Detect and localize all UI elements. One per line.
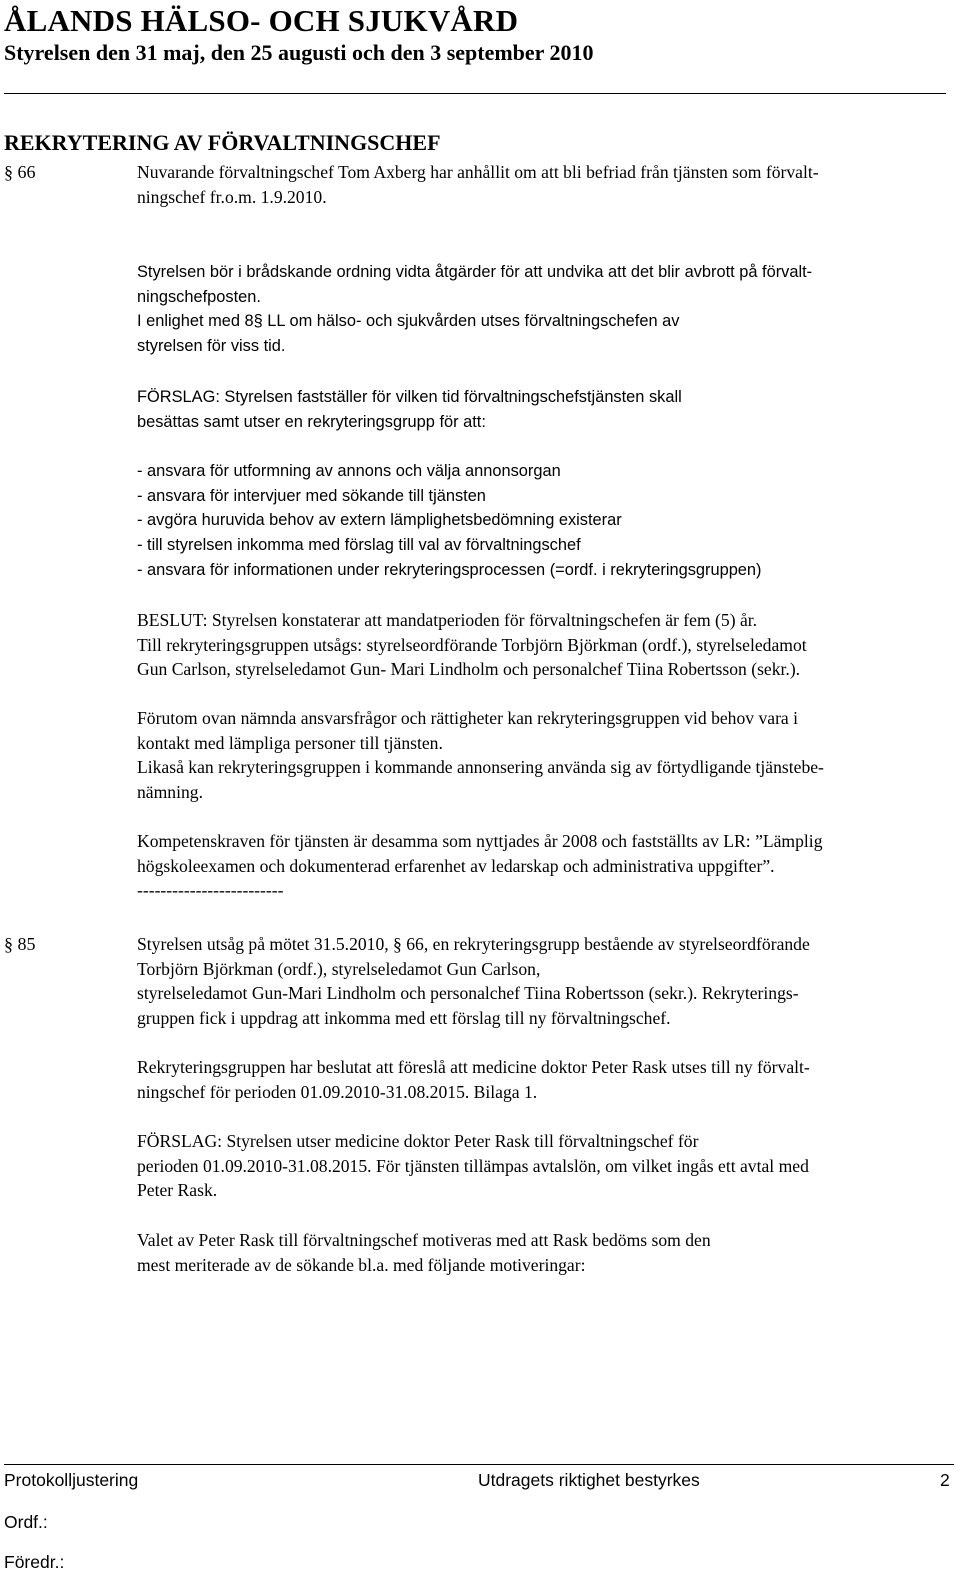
footer-rule (4, 1464, 954, 1465)
list-item: - ansvara för utformning av annons och välja annonsorgan (137, 462, 561, 480)
header-rule (4, 93, 946, 94)
footer-protokolljustering: Protokolljustering (4, 1470, 139, 1490)
list-item: - ansvara för intervjuer med sökande till tjänsten (137, 486, 486, 505)
separator-line: ------------------------- (137, 880, 284, 901)
organization-name: ÅLANDS HÄLSO- OCH SJUKVÅRD (4, 3, 519, 38)
item66-paragraph-1: Nuvarande förvaltningschef Tom Axberg har anhållit om att bli befriad från tjänsten som förvalt- ningschef fr.o.m. 1.9.2010. (137, 162, 819, 207)
list-item: - till styrelsen inkomma med förslag till val av förvaltningschef (137, 536, 581, 555)
footer-certification: Utdragets riktighet bestyrkes (478, 1470, 700, 1490)
meeting-dates: Styrelsen den 31 maj, den 25 augusti och den 3 september 2010 (4, 40, 594, 65)
page-number: 2 (940, 1470, 950, 1490)
paragraph-mark-66: § 66 (4, 162, 36, 182)
item66-proposal: FÖRSLAG: Styrelsen fastställer för vilken tid förvaltningschefstjänsten skall besättas samt utser en rekryteringsgrupp för att: (137, 388, 682, 431)
item85-paragraph-2: Rekryteringsgruppen har beslutat att föreslå att medicine doktor Peter Rask utses till ny förvalt- ningschef för perioden 01.09.2010-31.08.2015. Bilaga 1. (137, 1057, 810, 1102)
list-item: - avgöra huruvida behov av extern lämplighetsbedömning existerar (137, 511, 622, 530)
item85-paragraph-1: Styrelsen utsåg på mötet 31.5.2010, § 66, en rekryteringsgrupp bestående av styrelseordförande Torbjörn Björkman (ordf.), styrelseledamot Gun Carlson, styrelseledamot Gun-Mari Lindholm och personalchef Tiina Robertsson (sekr.). Rekryterings- gruppen fick i uppdrag att inkomma med ett förslag till ny förvaltningschef. (137, 934, 810, 1029)
item85-proposal: FÖRSLAG: Styrelsen utser medicine doktor Peter Rask till förvaltningschef för perioden 01.09.2010-31.08.2015. För tjänsten tillämpas avtalslön, om vilket ingås ett avtal med Peter Rask. (137, 1131, 809, 1201)
item66-task-list (137, 459, 953, 583)
list-item: - ansvara för informationen under rekryteringsprocessen (=ordf. i rekryteringsgruppen) (137, 560, 762, 579)
footer-foredr-label: Föredr.: (4, 1552, 65, 1572)
item85-paragraph-4: Valet av Peter Rask till förvaltningschef motiveras med att Rask bedöms som den mest meriterade av de sökande bl.a. med följande motiveringar: (137, 1230, 711, 1275)
item66-paragraph-2: Styrelsen bör i brådskande ordning vidta åtgärder för att undvika att det blir avbrott på förvalt- ningschefposten. I enlighet med 8§ LL om hälso- och sjukvården utses förvaltningschefen av styrelsen för viss tid. (137, 263, 813, 356)
item66-paragraph-6: Kompetenskraven för tjänsten är desamma som nyttjades år 2008 och fastställts av LR: ”Lämplig högskoleexamen och dokumenterad erfarenhet av ledarskap och administrativa uppgifter”. ------------------------- (137, 829, 953, 903)
item66-paragraph-5: Förutom ovan nämnda ansvarsfrågor och rättigheter kan rekryteringsgruppen vid behov vara i kontakt med lämpliga personer till tjänsten. Likaså kan rekryteringsgruppen i kommande annonsering använda sig av förtydligande tjänstebe- nämning. (137, 708, 824, 803)
item66-decision: BESLUT: Styrelsen konstaterar att mandatperioden för förvaltningschefen är fem (5) år. Till rekryteringsgruppen utsågs: styrelseordförande Torbjörn Björkman (ordf.), styrelseledamot Gun Carlson, styrelseledamot Gun- Mari Lindholm och personalchef Tiina Robertsson (sekr.). (137, 610, 807, 680)
section-title: REKRYTERING AV FÖRVALTNINGSCHEF (4, 130, 441, 155)
paragraph-mark-85: § 85 (4, 934, 36, 954)
footer-ordf-label: Ordf.: (4, 1512, 48, 1532)
